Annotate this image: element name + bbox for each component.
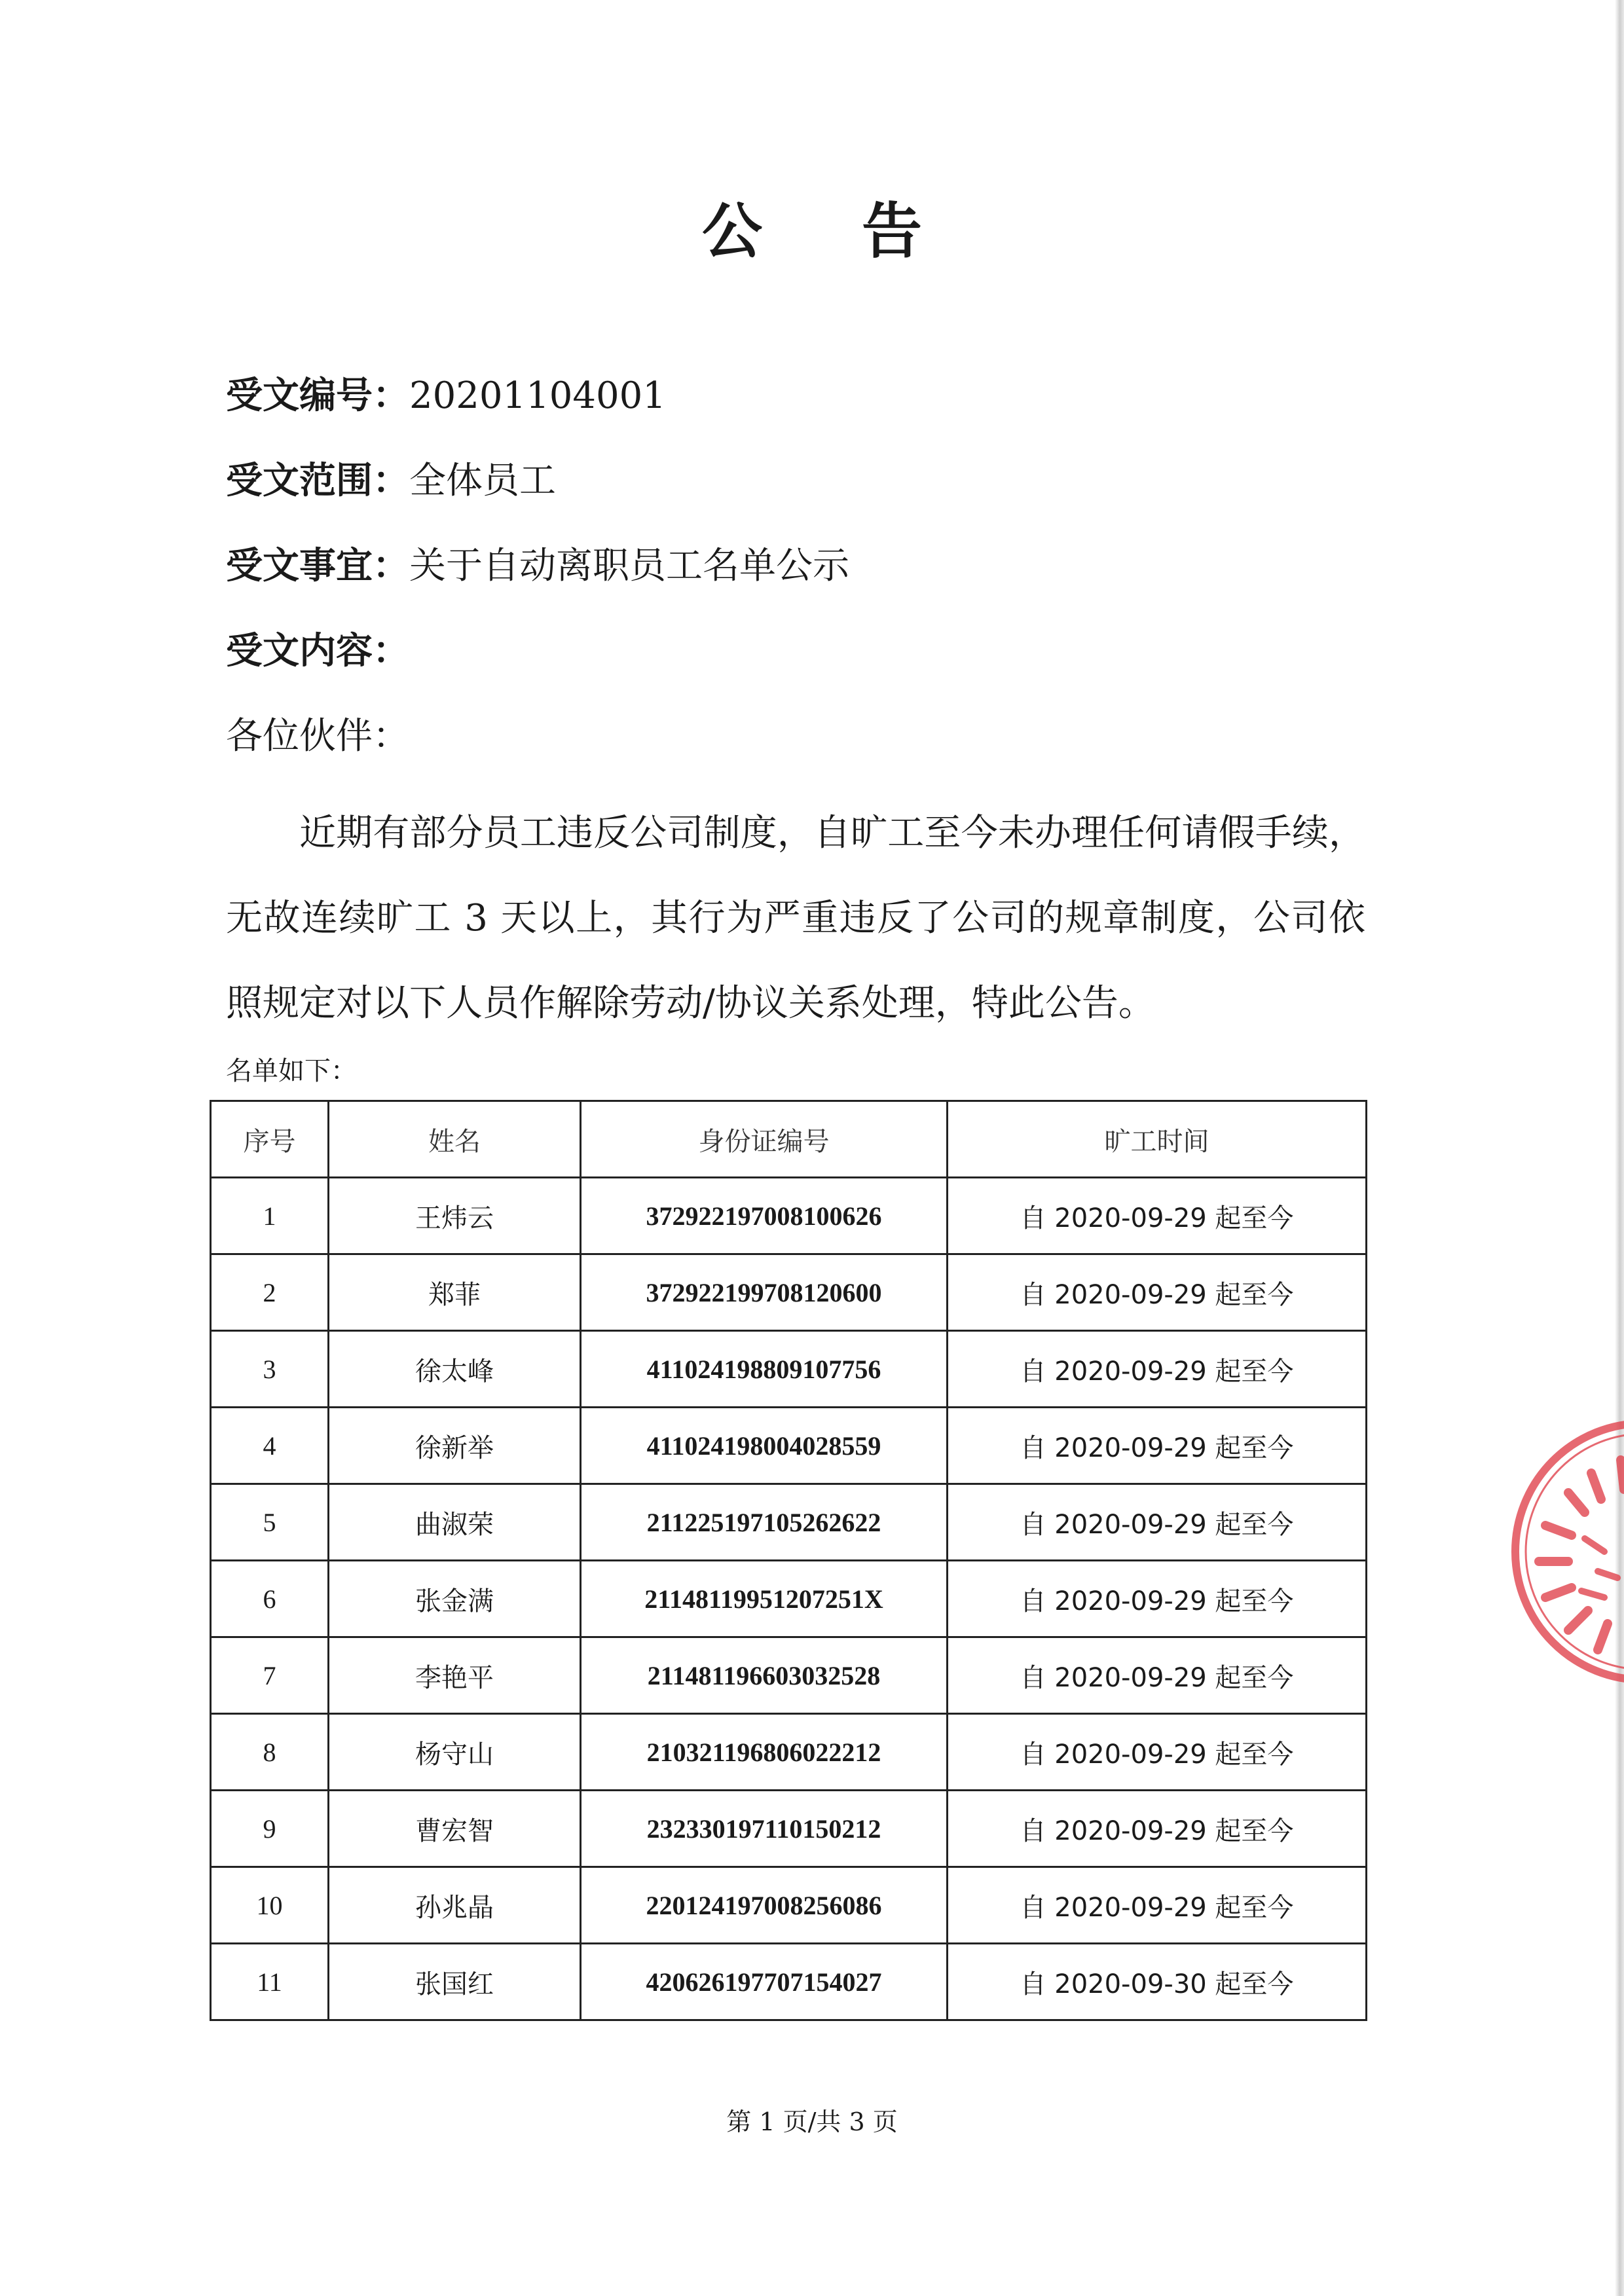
page-footer: 第 1 页/共 3 页 [726, 2107, 898, 2136]
meta-label: 受文内容： [226, 630, 409, 672]
cell-name: 曲淑荣 [329, 1484, 581, 1561]
cell-absence-time: 自 2020-09-29 起至今 [948, 1408, 1367, 1484]
meta-value: 20201104001 [409, 374, 666, 417]
meta-label: 受文范围： [226, 460, 409, 502]
header-absence-time: 旷工时间 [948, 1101, 1367, 1178]
cell-index: 2 [211, 1254, 329, 1331]
header-name: 姓名 [329, 1101, 581, 1178]
cell-id-number: 232330197110150212 [581, 1791, 948, 1867]
greeting: 各位伙伴： [226, 715, 409, 757]
cell-absence-time: 自 2020-09-29 起至今 [948, 1867, 1367, 1944]
cell-name: 杨守山 [329, 1714, 581, 1791]
cell-id-number: 411024198809107756 [581, 1331, 948, 1408]
table-row [211, 1944, 1367, 2020]
cell-id-number: 21148119951207251X [581, 1561, 948, 1637]
cell-id-number: 411024198004028559 [581, 1408, 948, 1484]
cell-name: 徐太峰 [329, 1331, 581, 1408]
table-row [211, 1714, 1367, 1791]
cell-index: 9 [211, 1791, 329, 1867]
cell-absence-time: 自 2020-09-29 起至今 [948, 1561, 1367, 1637]
cell-name: 李艳平 [329, 1637, 581, 1714]
cell-index: 4 [211, 1408, 329, 1484]
cell-id-number: 372922199708120600 [581, 1254, 948, 1331]
cell-index: 1 [211, 1178, 329, 1254]
cell-name: 张国红 [329, 1944, 581, 2020]
meta-label: 受文事宜： [226, 545, 409, 587]
cell-index: 8 [211, 1714, 329, 1791]
cell-index: 7 [211, 1637, 329, 1714]
cell-id-number: 210321196806022212 [581, 1714, 948, 1791]
cell-index: 11 [211, 1944, 329, 2020]
cell-index: 6 [211, 1561, 329, 1637]
cell-absence-time: 自 2020-09-30 起至今 [948, 1944, 1367, 2020]
table-row [211, 1561, 1367, 1637]
meta-row-content [226, 625, 409, 678]
table-row [211, 1178, 1367, 1254]
company-seal-icon [1506, 1414, 1624, 1689]
meta-row-subject [226, 540, 849, 592]
document-title: 公 告 [701, 196, 962, 266]
cell-name: 曹宏智 [329, 1791, 581, 1867]
table-header-row [211, 1101, 1367, 1178]
table-row [211, 1637, 1367, 1714]
cell-id-number: 372922197008100626 [581, 1178, 948, 1254]
table-row [211, 1254, 1367, 1331]
cell-absence-time: 自 2020-09-29 起至今 [948, 1254, 1367, 1331]
cell-name: 徐新举 [329, 1408, 581, 1484]
cell-index: 3 [211, 1331, 329, 1408]
cell-index: 5 [211, 1484, 329, 1561]
cell-id-number: 220124197008256086 [581, 1867, 948, 1944]
dismissal-table [210, 1100, 1367, 2021]
table-row [211, 1867, 1367, 1944]
body-paragraph: 近期有部分员工违反公司制度，自旷工至今未办理任何请假手续，无故连续旷工 3 天以上，其行为严重违反了公司的规章制度，公司依照规定对以下人员作解除劳动/协议关系处理，特此公告。 [226, 812, 1365, 1025]
meta-value: 全体员工 [409, 460, 556, 502]
cell-name: 张金满 [329, 1561, 581, 1637]
cell-id-number: 211481196603032528 [581, 1637, 948, 1714]
header-id-number: 身份证编号 [581, 1101, 948, 1178]
cell-absence-time: 自 2020-09-29 起至今 [948, 1637, 1367, 1714]
cell-absence-time: 自 2020-09-29 起至今 [948, 1714, 1367, 1791]
cell-absence-time: 自 2020-09-29 起至今 [948, 1484, 1367, 1561]
cell-index: 10 [211, 1867, 329, 1944]
meta-value: 关于自动离职员工名单公示 [409, 545, 849, 587]
header-index: 序号 [211, 1101, 329, 1178]
cell-absence-time: 自 2020-09-29 起至今 [948, 1331, 1367, 1408]
list-heading: 名单如下： [226, 1056, 357, 1086]
scan-page-edge [1615, 0, 1624, 2296]
cell-name: 孙兆晶 [329, 1867, 581, 1944]
meta-label: 受文编号： [226, 374, 409, 417]
cell-absence-time: 自 2020-09-29 起至今 [948, 1791, 1367, 1867]
cell-id-number: 420626197707154027 [581, 1944, 948, 2020]
cell-id-number: 211225197105262622 [581, 1484, 948, 1561]
table-row [211, 1331, 1367, 1408]
table-row [211, 1484, 1367, 1561]
cell-absence-time: 自 2020-09-29 起至今 [948, 1178, 1367, 1254]
table-row [211, 1791, 1367, 1867]
table-row [211, 1408, 1367, 1484]
meta-row-scope [226, 455, 556, 507]
meta-row-number [226, 370, 666, 422]
cell-name: 王炜云 [329, 1178, 581, 1254]
cell-name: 郑菲 [329, 1254, 581, 1331]
